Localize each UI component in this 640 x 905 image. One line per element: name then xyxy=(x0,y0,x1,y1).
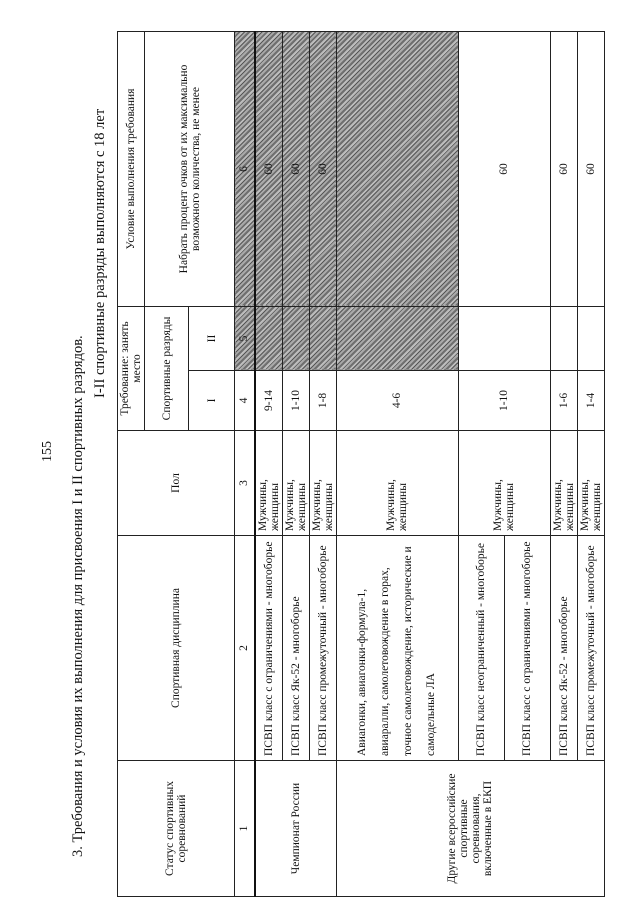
gender-cell: Мужчины, женщины xyxy=(577,431,604,536)
discipline-cell: ПСВП класс с ограничениями - многоборье xyxy=(255,536,283,761)
status-other-competitions: Другие всероссийские спортивные соревнования, включенные в ЕКП xyxy=(336,761,604,897)
header-rank-2: II xyxy=(189,306,235,370)
rank1-cell: 1-10 xyxy=(458,371,550,431)
rank2-cell xyxy=(577,306,604,370)
discipline-cell: Авиагонки, авиагонки-формула-1, авиаралли, самолетовождение в горах, точное самолетовождение, исторические и самодельные ЛА xyxy=(336,536,458,761)
rank1-cell: 1-10 xyxy=(282,371,309,431)
col-num-4: 4 xyxy=(235,371,255,431)
percent-cell: 60 xyxy=(282,31,309,306)
rank2-cell xyxy=(458,306,550,370)
header-condition: Условие выполнения требования xyxy=(118,31,145,306)
discipline-cell: ПСВП класс Як-52 - многоборье xyxy=(550,536,577,761)
rank2-cell xyxy=(255,306,283,370)
discipline-cell: ПСВП класс Як-52 - многоборье xyxy=(282,536,309,761)
header-discipline: Спортивная дисциплина xyxy=(118,536,235,761)
gender-cell: Мужчины, женщины xyxy=(309,431,336,536)
percent-cell: 60 xyxy=(458,31,550,306)
gender-cell: Мужчины, женщины xyxy=(282,431,309,536)
col-num-5: 5 xyxy=(235,306,255,370)
percent-cell: 60 xyxy=(550,31,577,306)
rank1-cell: 1-6 xyxy=(550,371,577,431)
rank1-cell: 4-6 xyxy=(336,371,458,431)
gender-cell: Мужчины, женщины xyxy=(550,431,577,536)
rank1-cell: 9-14 xyxy=(255,371,283,431)
col-num-2: 2 xyxy=(235,536,255,761)
header-sport-ranks: Спортивные разряды xyxy=(145,306,189,430)
discipline-cell: ПСВП класс промежуточный - многоборье xyxy=(309,536,336,761)
rank2-cell xyxy=(336,306,458,370)
rank2-cell xyxy=(309,306,336,370)
col-num-1: 1 xyxy=(235,761,255,897)
rank1-cell: 1-8 xyxy=(309,371,336,431)
col-num-6: 6 xyxy=(235,31,255,306)
header-condition-text: Набрать процент очков от их максимально возможного количества, не менее xyxy=(145,31,235,306)
rank2-cell xyxy=(282,306,309,370)
header-gender: Пол xyxy=(118,431,235,536)
gender-cell: Мужчины, женщины xyxy=(458,431,550,536)
status-russia-championship: Чемпионат России xyxy=(255,761,337,897)
header-place-req: Требование: занять место xyxy=(118,306,145,430)
percent-cell: 60 xyxy=(309,31,336,306)
discipline-cell: ПСВП класс с ограничениями - многоборье xyxy=(504,536,550,761)
gender-cell: Мужчины, женщины xyxy=(336,431,458,536)
percent-cell xyxy=(336,31,458,306)
discipline-cell: ПСВП класс неограниченный - многоборье xyxy=(458,536,504,761)
header-status: Статус спортивных соревнований xyxy=(118,761,235,897)
requirements-table xyxy=(117,31,605,897)
section-heading: 3. Требования и условия их выполнения для присвоения I и II спортивных разрядов. xyxy=(70,335,86,857)
percent-cell: 60 xyxy=(577,31,604,306)
header-rank-1: I xyxy=(189,371,235,431)
percent-cell: 60 xyxy=(255,31,283,306)
discipline-cell: ПСВП класс промежуточный - многоборье xyxy=(577,536,604,761)
table-caption: I-II спортивные разряды выполняются с 18 лет xyxy=(92,108,108,398)
rank2-cell xyxy=(550,306,577,370)
rank1-cell: 1-4 xyxy=(577,371,604,431)
col-num-3: 3 xyxy=(235,431,255,536)
page-number: 155 xyxy=(40,441,55,462)
gender-cell: Мужчины, женщины xyxy=(255,431,283,536)
